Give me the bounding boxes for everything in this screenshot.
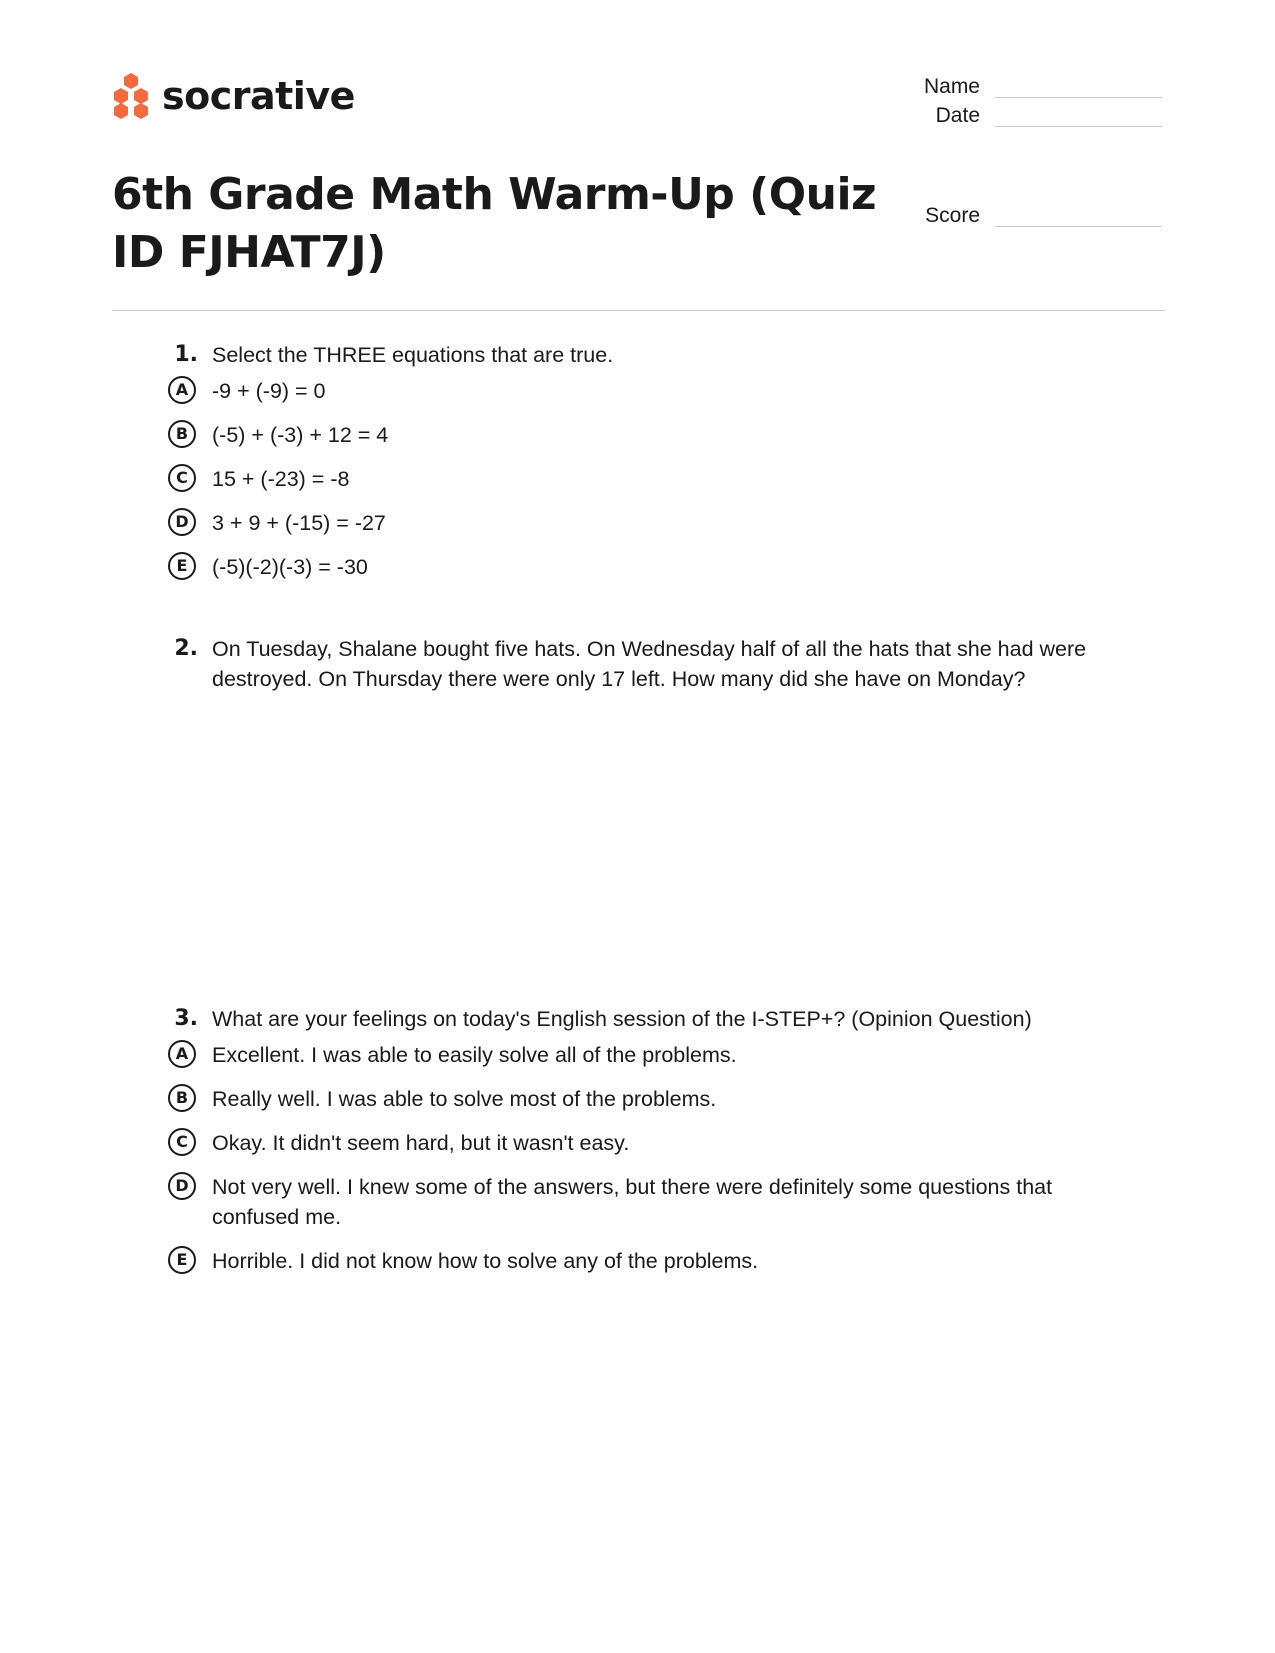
choice-text: Horrible. I did not know how to solve any of the problems. (212, 1249, 759, 1273)
question-3 (160, 1004, 1120, 1290)
date-line[interactable] (995, 126, 1162, 127)
question-text: Select the THREE equations that are true. (212, 343, 614, 367)
choice-text: 15 + (-23) = -8 (212, 467, 350, 491)
choice-letter-circle[interactable]: D (168, 1172, 196, 1200)
question-text: What are your feelings on today's English session of the I-STEP+? (Opinion Question) (212, 1007, 1032, 1031)
socrative-hexagons-icon (112, 72, 150, 120)
question-1-choices (160, 376, 1120, 582)
choice-text: (-5) + (-3) + 12 = 4 (212, 423, 389, 447)
page-title: 6th Grade Math Warm-Up (Quiz ID FJHAT7J) (112, 169, 877, 278)
choice-letter-circle[interactable]: B (168, 1084, 196, 1112)
question-3-head (160, 1004, 1120, 1034)
socrative-logo (112, 72, 355, 120)
choice-a[interactable] (160, 376, 1120, 406)
score-line[interactable] (995, 226, 1162, 227)
date-field[interactable] (860, 100, 1165, 130)
choice-letter-circle[interactable]: E (168, 552, 196, 580)
question-number: 3. (174, 1006, 198, 1031)
question-number: 2. (174, 636, 198, 661)
choice-d[interactable] (160, 1172, 1120, 1232)
question-text: On Tuesday, Shalane bought five hats. On Wednesday half of all the hats that she had were destroyed. On Thursday there were only 17 left. How many did she have on Monday? (212, 637, 1087, 691)
choice-text: Really well. I was able to solve most of the problems. (212, 1087, 717, 1111)
choice-text: -9 + (-9) = 0 (212, 379, 326, 403)
choice-text: Not very well. I knew some of the answers, but there were definitely some questions that confused me. (212, 1175, 1053, 1229)
choice-letter-circle[interactable]: A (168, 376, 196, 404)
question-number: 1. (174, 342, 198, 367)
name-line[interactable] (995, 97, 1162, 98)
choice-b[interactable] (160, 1084, 1120, 1114)
choice-text: (-5)(-2)(-3) = -30 (212, 555, 368, 579)
question-1 (160, 340, 1120, 596)
date-label: Date (935, 104, 980, 127)
choice-a[interactable] (160, 1040, 1120, 1070)
choice-letter-circle[interactable]: C (168, 464, 196, 492)
question-3-choices (160, 1040, 1120, 1276)
name-label: Name (923, 75, 980, 98)
choice-letter-circle[interactable]: D (168, 508, 196, 536)
choice-d[interactable] (160, 508, 1120, 538)
choice-c[interactable] (160, 1128, 1120, 1158)
choice-b[interactable] (160, 420, 1120, 450)
choice-letter-circle[interactable]: B (168, 420, 196, 448)
score-field[interactable] (860, 200, 1165, 230)
choice-e[interactable] (160, 552, 1120, 582)
question-2-head (160, 634, 1120, 694)
choice-letter-circle[interactable]: A (168, 1040, 196, 1068)
choice-text: 3 + 9 + (-15) = -27 (212, 511, 386, 535)
choice-letter-circle[interactable]: E (168, 1246, 196, 1274)
score-label: Score (925, 204, 980, 227)
header-divider (112, 310, 1165, 311)
choice-c[interactable] (160, 464, 1120, 494)
brand-name: socrative (162, 74, 355, 118)
choice-text: Okay. It didn't seem hard, but it wasn't easy. (212, 1131, 630, 1155)
question-2 (160, 634, 1120, 694)
name-field[interactable] (860, 71, 1165, 101)
question-1-head (160, 340, 1120, 370)
choice-text: Excellent. I was able to easily solve all of the problems. (212, 1043, 737, 1067)
choice-letter-circle[interactable]: C (168, 1128, 196, 1156)
choice-e[interactable] (160, 1246, 1120, 1276)
